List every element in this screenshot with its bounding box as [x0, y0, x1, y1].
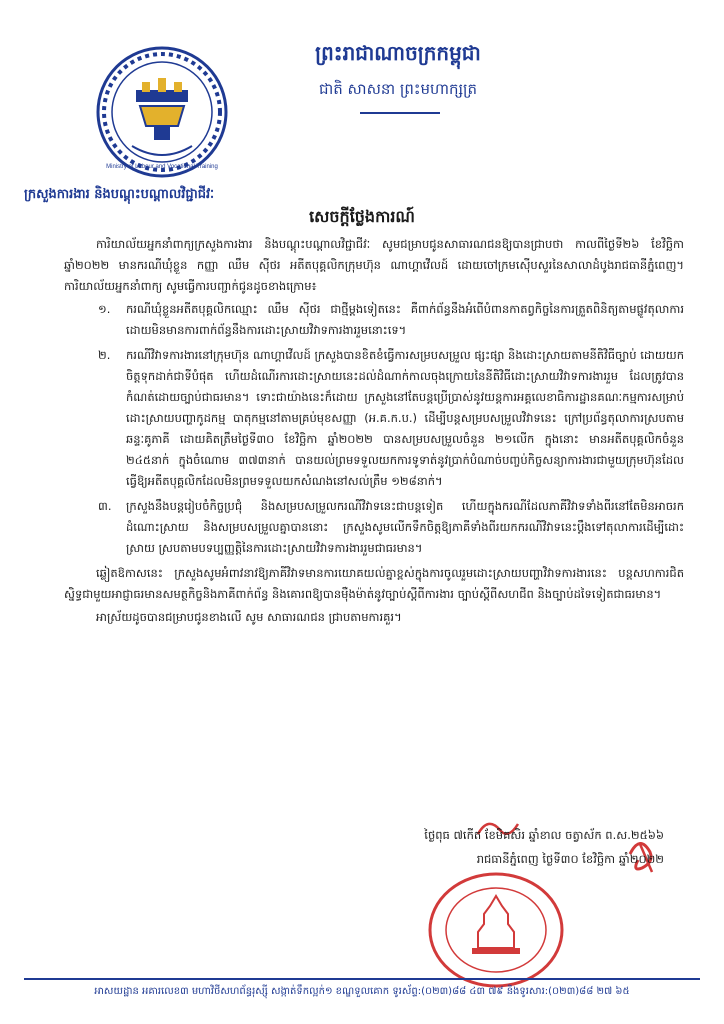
item-text: ក្រសួងនឹងបន្តរៀបចំកិច្ចប្រជុំ និងសម្របសម្រួលករណីវិវាទនេះជាបន្តទៀត ហើយក្នុងករណីដែលភាគីវិវាទទាំងពីរនៅតែមិនអាចរកដំណោះស្រាយ និងសម្របសម្រួលគ្នាបាននោះ ក្រសួងសូមលើកទឹកចិត្តឱ្យភាគីទាំងពីរយកករណីវិវាទនេះប្តឹងទៅតុលាការដើម្បីដោះស្រាយ ស្របតាមបទប្បញ្ញត្តិនៃការដោះស្រាយវិវាទការងាររួមជាធរមាន។ — [126, 499, 684, 555]
item-number: ៣. — [98, 499, 112, 513]
item-number: ២. — [98, 348, 111, 362]
solar-date: រាជធានីភ្នំពេញ ថ្ងៃទី៣០ ខែវិច្ឆិកា ឆ្នាំ២០២២ — [476, 852, 664, 866]
national-motto: ជាតិ សាសនា ព្រះមហាក្សត្រ — [318, 80, 478, 98]
footer-divider — [24, 978, 700, 980]
ministry-logo-icon — [92, 42, 232, 182]
item-number: ១. — [98, 302, 111, 316]
logo-caption: Ministry of Labour and Vocational Training — [106, 164, 218, 170]
official-seal-icon — [426, 870, 566, 990]
lunar-date: ថ្ងៃពុធ ៧កើត ខែមិគសិរ ឆ្នាំខាល ចត្វាស័ក ព.ស.២៥៦៦ — [424, 828, 664, 842]
list-item — [98, 496, 684, 559]
document-title: សេចក្តីថ្លែងការណ៍ — [309, 207, 415, 226]
kingdom-heading: ព្រះរាជាណាចក្រកម្ពុជា — [315, 41, 481, 65]
list-item — [98, 345, 684, 492]
item-text: ករណីឃុំខ្លួនអតីតបុគ្គលិកឈ្មោះ ឈឹម ស៊ីថរ ជាថ្មីម្តងទៀតនេះ គឺពាក់ព័ន្ធនឹងអំពើបំពានកាតព្វកិច្ចនៃការត្រួតពិនិត្យតាមផ្លូវតុលាការ ដោយមិនមានការពាក់ព័ន្ធនឹងការដោះស្រាយវិវាទការងាររួមនោះទេ។ — [126, 302, 684, 337]
motto-divider — [360, 112, 440, 114]
ministry-name: ក្រសួងការងារ និងបណ្តុះបណ្តាលវិជ្ជាជីវៈ — [24, 187, 215, 202]
statement-body — [64, 234, 684, 630]
intro-paragraph: ការិយាល័យអ្នកនាំពាក្យក្រសួងការងារ និងបណ្តុះបណ្តាលវិជ្ជាជីវៈ សូមជម្រាបជូនសាធារណជនឱ្យបានជ្រាបថា កាលពីថ្ងៃទី២៦ ខែវិច្ឆិកា ឆ្នាំ២០២២ មានករណីឃុំខ្លួន កញ្ញា ឈឹម ស៊ីថរ អតីតបុគ្គលិកក្រុមហ៊ុន ណាហ្គាវើលដ៍ ដោយចៅក្រមស៊ើបសួរនៃសាលាដំបូងរាជធានីភ្នំពេញ។ ការិយាល័យអ្នកនាំពាក្យ សូមធ្វើការបញ្ជាក់ជូនដូចខាងក្រោម៖ — [64, 237, 684, 293]
list-item — [98, 299, 684, 341]
final-paragraph: អាស្រ័យដូចបានជម្រាបជូនខាងលើ សូម សាធារណជន ជ្រាបតាមការគួរ។ — [96, 610, 402, 624]
closing-paragraph: ឆ្លៀតឱកាសនេះ ក្រសួងសូមអំពាវនាវឱ្យភាគីវិវាទមានការយោគយល់គ្នាខ្ពស់ក្នុងការចូលរួមដោះស្រាយបញ្ហាវិវាទការងារនេះ បន្តសហការជិតស្និទ្ធជាមួយអាជ្ញាធរមានសមត្ថកិច្ចនិងភាគីពាក់ព័ន្ធ និងគោរពឱ្យបានម៉ឺងម៉ាត់នូវច្បាប់ស្តីពីការងារ ច្បាប់ស្តីពីសហជីព និងច្បាប់ដទៃទៀតជាធរមាន។ — [64, 566, 684, 601]
footer-address: អាសយដ្ឋាន អគារលេខ៣ មហាវិថីសហព័ន្ធរុស្ស៊ី សង្កាត់ទឹកល្អក់១ ខណ្ឌទួលគោក ទូរស័ព្ទ:(០២៣)៨៨ ៤៣ ៧៩ និងទូរសារ:(០២៣)៨៨ ២៧ ៦៥ — [94, 986, 630, 997]
item-text: ករណីវិវាទការងារនៅក្រុមហ៊ុន ណាហ្គាវើលដ៍ ក្រសួងបានខិតខំធ្វើការសម្របសម្រួល ផ្សះផ្សា និងដោះស្រាយតាមនីតិវិធីច្បាប់ ដោយយកចិត្តទុកដាក់ជាទីបំផុត ហើយដំណើរការដោះស្រាយនេះដល់ដំណាក់កាលចុងក្រោយនៃនីតិវិធីដោះស្រាយវិវាទការងាររួម ដែលត្រូវបានកំណត់ដោយច្បាប់ជាធរមាន។ ទោះជាយ៉ាងនេះក៏ដោយ ក្រសួងនៅតែបន្តប្រើប្រាស់នូវយន្តការអគ្គលេខាធិការដ្ឋានគណៈកម្មការសម្រាប់ដោះស្រាយបញ្ហាកូដកម្ម បាតុកម្មនៅតាមគ្រប់មុខសញ្ញា (អ.គ.ក.ប.) ដើម្បីបន្តសម្របសម្រួលវិវាទនេះ ក្រៅប្រព័ន្ធតុលាការស្របតាមឆន្ទៈគូភាគី ដោយគិតត្រឹមថ្ងៃទី៣០ ខែវិច្ឆិកា ឆ្នាំ២០២២ បានសម្របសម្រួលចំនួន ២១លើក ក្នុងនោះ មានអតីតបុគ្គលិកចំនួន ២៤៥នាក់ ក្នុងចំណោម ៣៧៣នាក់ បានយល់ព្រមទទួលយកការទូទាត់នូវប្រាក់បំណាច់បញ្ចប់កិច្ចសន្យាការងារជាមួយក្រុមហ៊ុនដែលធ្វើឱ្យអតីតបុគ្គលិកដែលមិនព្រមទទួលយកសំណងនៅសល់ត្រឹម ១២៨នាក់។ — [126, 348, 685, 488]
